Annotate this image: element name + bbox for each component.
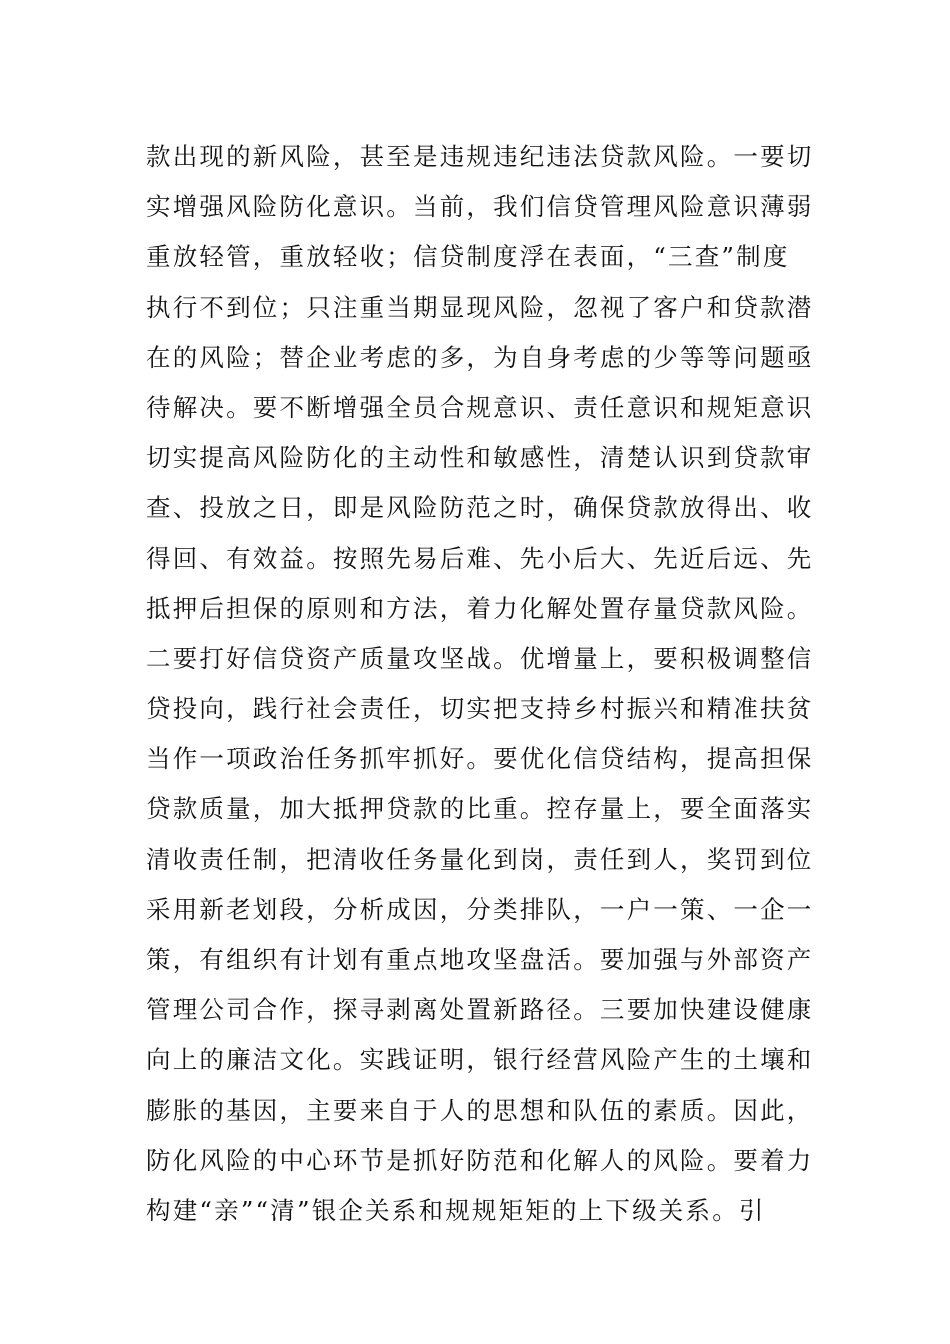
text-line: 查、投放之日，即是风险防范之时，确保贷款放得出、收 <box>146 493 814 523</box>
body-text <box>146 132 816 1236</box>
text-line: 款出现的新风险，甚至是违规违纪违法贷款风险。一要切 <box>146 142 814 171</box>
text-line: 待解决。要不断增强全员合规意识、责任意识和规矩意识 <box>146 392 814 422</box>
text-line: 贷款质量，加大抵押贷款的比重。控存量上，要全面落实 <box>146 794 814 824</box>
text-line: 贷投向，践行社会责任，切实把支持乡村振兴和精准扶贫 <box>146 694 814 724</box>
text-line: 管理公司合作，探寻剥离处置新路径。三要加快建设健康 <box>146 995 814 1025</box>
text-line: 构建“亲”“清”银企关系和规规矩矩的上下级关系。引 <box>146 1195 766 1225</box>
text-line: 清收责任制，把清收任务量化到岗，责任到人，奖罚到位 <box>146 844 814 874</box>
text-line: 向上的廉洁文化。实践证明，银行经营风险产生的土壤和 <box>146 1045 814 1075</box>
text-line: 膨胀的基因，主要来自于人的思想和队伍的素质。因此， <box>146 1095 814 1125</box>
text-line: 得回、有效益。按照先易后难、先小后大、先近后远、先 <box>146 543 814 573</box>
text-line: 当作一项政治任务抓牢抓好。要优化信贷结构，提高担保 <box>146 744 814 774</box>
text-line: 在的风险；替企业考虑的多，为自身考虑的少等等问题亟 <box>146 342 814 372</box>
text-line: 二要打好信贷资产质量攻坚战。优增量上，要积极调整信 <box>146 643 814 673</box>
text-line: 实增强风险防化意识。当前，我们信贷管理风险意识薄弱 <box>146 192 814 222</box>
text-line: 执行不到位；只注重当期显现风险，忽视了客户和贷款潜 <box>146 292 814 322</box>
text-line: 采用新老划段，分析成因，分类排队，一户一策、一企一 <box>146 894 814 924</box>
text-line: 切实提高风险防化的主动性和敏感性，清楚认识到贷款审 <box>146 443 814 473</box>
text-line: 防化风险的中心环节是抓好防范和化解人的风险。要着力 <box>146 1145 814 1175</box>
text-line: 重放轻管，重放轻收；信贷制度浮在表面，“三查”制度 <box>146 242 790 272</box>
text-line: 策，有组织有计划有重点地攻坚盘活。要加强与外部资产 <box>146 945 814 974</box>
text-line: 抵押后担保的原则和方法，着力化解处置存量贷款风险。 <box>146 593 814 623</box>
